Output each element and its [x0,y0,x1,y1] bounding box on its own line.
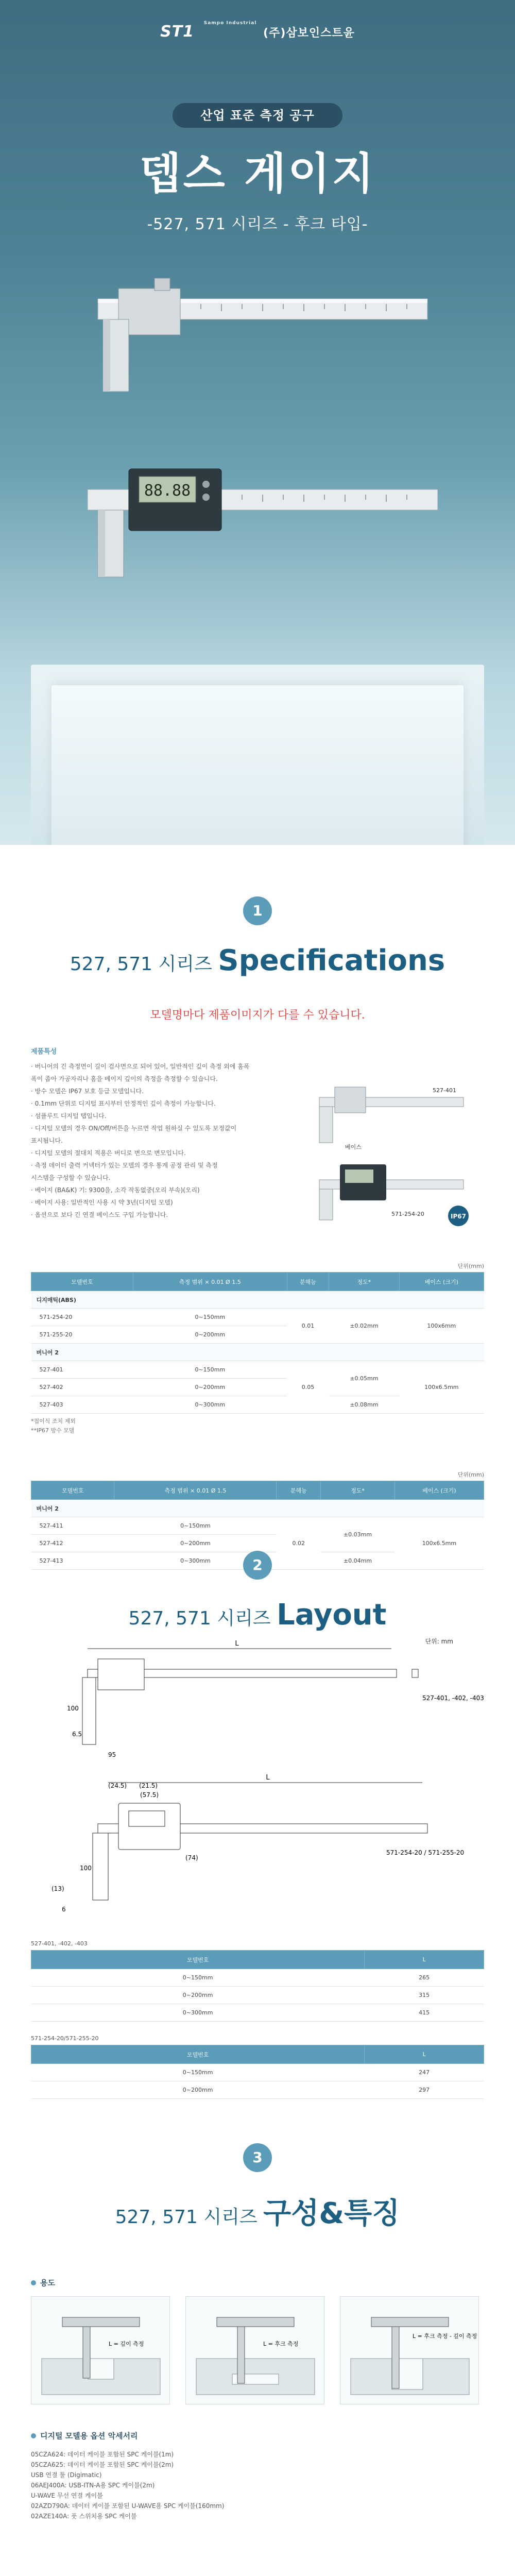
cell-model: 0~200mm [31,1987,365,2004]
layout-table2-title: 571-254-20/571-255-20 [31,2035,99,2042]
cell-model: 0~150mm [31,1969,365,1987]
dim-245: (24.5) [108,1782,127,1789]
brand-name: (주)삼보인스트윤 [263,27,355,40]
table-row [31,1361,484,1379]
label-layout-top: 527-401, -402, -403 [422,1694,484,1702]
section-number-2: 2 [243,1551,272,1580]
table-row [31,2004,484,2022]
spec-product-image [309,1061,474,1236]
cell-model: 0~300mm [31,2004,365,2022]
th-model: 모델번호 [31,1481,114,1500]
table-row [31,1969,484,1987]
section-title-main: 구성&특징 [263,2197,400,2230]
dim-100-bottom: 100 [80,1865,92,1872]
table1-unit: 단위(mm) [457,1263,484,1269]
label-layout-bottom: 571-254-20 / 571-255-20 [386,1849,465,1856]
feature-item: 시스템을 구성할 수 있습니다. [31,1174,111,1181]
cell-model: 571-255-20 [31,1326,133,1344]
section-title-prefix: 527, 571 시리즈 [128,1608,277,1629]
pedestal [52,685,464,845]
ip67-badge: IP67 [451,1213,466,1220]
option-item: 02AZD790A: 데이터 케이블 포함된 U-WAVE용 SPC 케이블(160mm) [31,2502,225,2510]
cell-range: 0~300mm [133,1396,287,1414]
section-title-main: Specifications [218,944,445,977]
label-base: 베이스 [345,1144,362,1150]
cell-L: 415 [365,2004,484,2022]
bullet-icon [31,2280,36,2285]
hero-banner [0,0,515,845]
th-accuracy: 정도* [321,1481,395,1500]
features-heading: 제품특성 [31,1048,57,1056]
cell-base: 100x6.5mm [399,1361,484,1414]
dim-95: 95 [108,1751,116,1758]
feature-item: · 0.1mm 단위로 디지털 표시부터 안정적인 깊이 측정이 가능합니다. [31,1100,216,1107]
usage-label-2: L = 후크 측정 [263,2341,299,2347]
cell-base: 100x6.5mm [394,1517,484,1570]
cell-model: 527-403 [31,1396,133,1414]
cell-model: 527-402 [31,1379,133,1396]
spec-table-1 [31,1272,484,1414]
th-accuracy: 정도* [329,1273,399,1291]
options-heading-text: 디지털 모델용 옵션 악세서리 [40,2431,138,2441]
footnote: **IP67 방수 모델 [31,1427,75,1434]
cell-model: 527-413 [31,1552,114,1570]
th-resolution: 분해능 [287,1273,329,1291]
cell-resolution: 0.05 [287,1361,329,1414]
cell-accuracy: ±0.05mm [329,1361,399,1396]
brand-mark: ST1 [160,23,195,41]
feature-item: · 베이지 사용: 일반적인 사용 시 약 3년(디지털 모델) [31,1199,173,1206]
cell-model: 0~150mm [31,2064,365,2081]
option-item: 02AZE140A: 풋 스위치용 SPC 케이블 [31,2513,137,2520]
usage-cell-depth [31,2296,170,2404]
cell-resolution: 0.01 [287,1309,329,1344]
usage-diagram-1 [31,2297,170,2405]
th-base: 베이스 (크기) [399,1273,484,1291]
feature-item: · 버니어의 긴 측정면이 길이 검사면으로 되어 있어, 일반적인 깊이 측정 외에 홈폭 [31,1063,250,1070]
section-title-prefix: 527, 571 시리즈 [115,2207,264,2228]
cell-accuracy: ±0.02mm [329,1309,399,1344]
cell-model: 0~200mm [31,2081,365,2099]
cell-resolution: 0.02 [277,1517,321,1570]
usage-diagram-3 [340,2297,479,2405]
cell-model: 571-254-20 [31,1309,133,1326]
option-item: U-WAVE 무선 연결 케이블 [31,2492,103,2499]
table-group: 버니어 2 [31,1344,484,1361]
section-title-features [0,2191,515,2232]
svg-text:88.88: 88.88 [144,482,191,500]
cell-range: 0~150mm [133,1361,287,1379]
option-item: 05CZA624: 데이터 케이블 포함된 SPC 케이블(1m) [31,2451,174,2458]
cell-range: 0~300mm [114,1552,277,1570]
section-number-3: 3 [243,2143,272,2172]
brand-sub: Sampo Industrial [203,21,257,26]
cell-accuracy: ±0.03mm [321,1517,395,1552]
th-model: 모델번호 [31,1951,365,1969]
layout-unit: 단위: mm [425,1638,453,1645]
option-item: 06AEJ400A: USB-ITN-A용 SPC 케이블(2m) [31,2482,155,2489]
feature-item: 표시됩니다. [31,1137,63,1144]
th-model: 모델번호 [31,2045,365,2064]
dim-13: (13) [52,1885,64,1892]
option-item: 05CZA625: 데이터 케이블 포함된 SPC 케이블(2m) [31,2461,174,2468]
table-group: 버니어 2 [31,1500,484,1517]
section-title-layout [0,1598,515,1632]
usage-heading-text: 용도 [40,2278,55,2287]
cell-model: 527-401 [31,1361,133,1379]
usage-label-1: L = 깊이 측정 [109,2341,144,2347]
usage-cell-hook [185,2296,324,2404]
dim-6: 6 [62,1906,66,1913]
options-list [31,2449,484,2521]
brand-logo [0,23,515,41]
feature-item: · 방수 모델은 IP67 보호 등급 모델입니다. [31,1088,144,1095]
feature-item: · 디지털 모델의 경우 ON/Off/버튼을 누르면 작업 원하실 수 있도록 보정값이 [31,1125,237,1132]
option-item: USB 연결 툴 (Digimatic) [31,2471,102,2479]
th-L: L [365,2045,484,2064]
bullet-icon [31,2433,36,2438]
features-list [31,1061,278,1221]
footnote: *접이식 조치 제외 [31,1418,76,1425]
cell-base: 100x6mm [399,1309,484,1344]
layout-table-1 [31,1950,484,2022]
cell-L: 297 [365,2081,484,2099]
layout-table-2 [31,2045,484,2099]
dim-L-bottom: L [266,1774,270,1782]
th-range: 측정 범위 × 0.01 Ø 1.5 [114,1481,277,1500]
feature-item: · 베이지 (BA&K) 기: 9300을, 소각 작동없중(오리 부속)(오리) [31,1187,200,1194]
cell-accuracy: ±0.04mm [321,1552,395,1570]
section-layout [0,1551,515,2112]
feature-item: 폭이 좁아 가공자리나 홈을 베이지 깊이의 측정을 측정할 수 있습니다. [31,1075,218,1082]
feature-item: · 측정 데이터 출력 커넥터가 있는 모델의 경우 통계 공정 관리 및 측정 [31,1162,218,1169]
cell-model: 527-412 [31,1535,114,1552]
dim-L-top: L [235,1640,239,1648]
cell-range: 0~200mm [133,1379,287,1396]
vernier-depth-gauge-image [88,268,438,402]
usage-cells [31,2296,484,2404]
feature-item: · 디지털 모델의 절대치 적용은 버디로 변으로 변모입니다. [31,1149,186,1157]
dim-6-5: 6.5 [72,1731,82,1738]
section-features [0,2112,515,2576]
table-row [31,1309,484,1326]
table-row [31,2064,484,2081]
cell-L: 247 [365,2064,484,2081]
dim-100: 100 [67,1705,79,1712]
feature-item: · 옵션으로 보다 긴 연결 베이스도 구입 가능합니다. [31,1211,168,1218]
table1-footnotes [31,1417,484,1435]
th-resolution: 분해능 [277,1481,321,1500]
digital-depth-gauge-image [67,438,448,582]
model-image-notice: 모델명마다 제품이미지가 다를 수 있습니다. [150,1009,365,1022]
layout-tables [31,1937,484,2099]
section-title-main: Layout [277,1598,387,1632]
usage-diagram-2 [186,2297,325,2405]
dim-21: (21.5) [139,1782,158,1789]
cell-range: 0~200mm [114,1535,277,1552]
category-pill: 산업 표준 측정 공구 [173,103,342,128]
cell-range: 0~150mm [114,1517,277,1535]
section-title-prefix: 527, 571 시리즈 [70,954,218,975]
table2-unit: 단위(mm) [457,1471,484,1478]
dim-57: (57.5) [140,1791,159,1799]
cell-L: 315 [365,1987,484,2004]
cell-range: 0~150mm [133,1309,287,1326]
cell-L: 265 [365,1969,484,1987]
table-row [31,1987,484,2004]
section-number-1: 1 [243,896,272,925]
th-range: 측정 범위 × 0.01 Ø 1.5 [133,1273,287,1291]
th-model: 모델번호 [31,1273,133,1291]
cell-range: 0~200mm [133,1326,287,1344]
layout-table1-title: 527-401, -402, -403 [31,1940,88,1947]
dim-74: (74) [185,1854,198,1861]
th-base: 베이스 (크기) [394,1481,484,1500]
table-group: 디지매틱(ABS) [31,1291,484,1309]
spec-content [31,1046,484,1570]
layout-drawing [31,1633,484,1922]
usage-heading [31,2277,484,2288]
th-L: L [365,1951,484,1969]
section-title-spec [0,944,515,977]
usage-cell-combined [340,2296,479,2404]
table-row [31,1517,484,1535]
label-527-401: 527-401 [433,1087,456,1094]
table-row [31,2081,484,2099]
label-571-254-20: 571-254-20 [391,1211,424,1217]
feature-item: · 섬플루트 디지털 탭입니다. [31,1112,107,1120]
hero-subtitle: -527, 571 시리즈 - 후크 타입- [147,215,368,233]
options-heading [31,2430,484,2441]
cell-accuracy: ±0.08mm [329,1396,399,1414]
cell-model: 527-411 [31,1517,114,1535]
usage-block [31,2277,484,2521]
hero-title: 뎁스 게이지 [139,148,376,199]
usage-label-3: L = 후크 측정 - 깊이 측정 [413,2333,477,2340]
